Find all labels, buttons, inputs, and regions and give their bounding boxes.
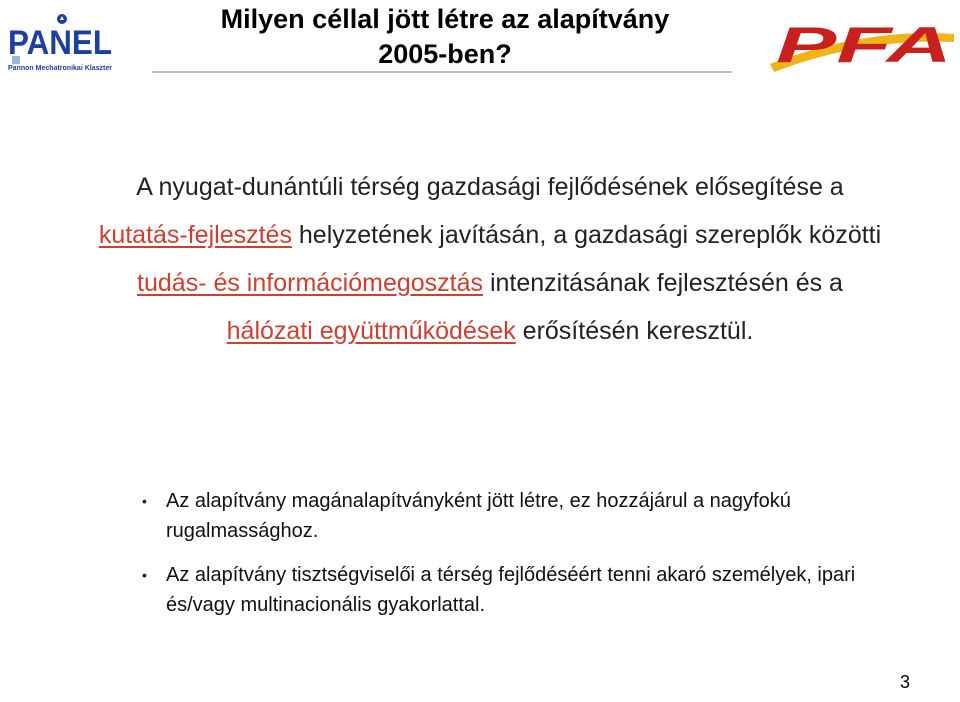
page-title (150, 2, 740, 72)
pfa-wordmark: PFA (776, 17, 952, 73)
link-tudas-informaciomegosztas[interactable]: tudás- és információmegosztás (137, 269, 484, 297)
link-halozati-egyuttmukodesek[interactable]: hálózati együttműködések (226, 317, 516, 345)
bullet-marker: • (142, 493, 147, 509)
bullet-list (142, 486, 902, 620)
title-line-1: Milyen céllal jött létre az alapítvány (220, 4, 670, 34)
title-line-2: 2005-ben? (378, 39, 512, 69)
bullet-text: Az alapítvány magánalapítványként jött létre, ez hozzájárul a nagyfokú rugalmassághoz. (166, 490, 791, 542)
title-divider (152, 71, 732, 73)
pfa-logo (768, 14, 958, 76)
link-kutatas-fejlesztes[interactable]: kutatás-fejlesztés (98, 221, 292, 249)
bullet-marker: • (142, 567, 147, 583)
panel-subtitle: Pannon Mechatronikai Klaszter (8, 65, 113, 72)
page-number: 3 (900, 672, 911, 692)
panel-wordmark: PANEL (8, 24, 112, 62)
bullet-item (142, 560, 902, 620)
bullet-text: Az alapítvány tisztségviselői a térség fejlődéséért tenni akaró személyek, ipari és/vagy multinacionális gyakorlattal. (166, 564, 856, 616)
main-text-segment: A nyugat-dunántúli térség gazdasági fejlődésének elősegítése a (136, 173, 844, 201)
bullet-item (142, 486, 902, 546)
main-text-segment: intenzitásának fejlesztésén és a (483, 269, 843, 297)
main-text-segment: erősítésén keresztül. (515, 317, 754, 345)
main-paragraph (95, 163, 885, 355)
main-text-segment: helyzetének javításán, a gazdasági szereplők közötti (291, 221, 882, 249)
panel-logo (4, 6, 122, 76)
